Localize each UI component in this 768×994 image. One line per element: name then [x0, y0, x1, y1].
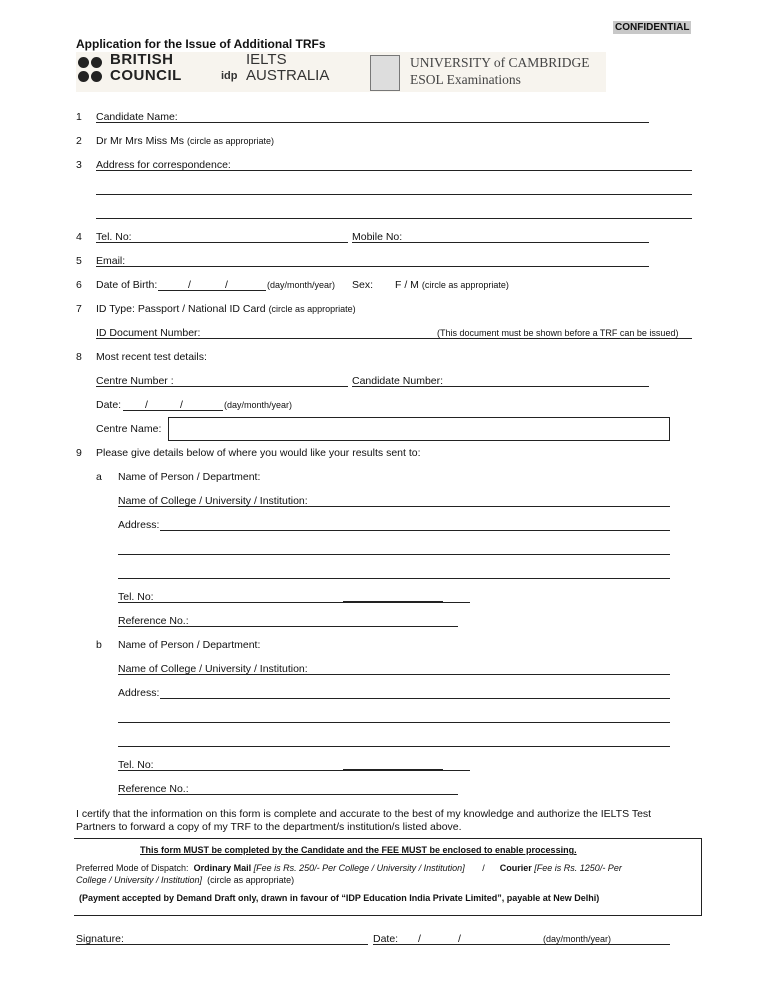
date-separator: /	[188, 279, 191, 291]
item-number: 5	[76, 255, 82, 267]
date-format-note: (day/month/year)	[224, 400, 293, 410]
cambridge-crest-icon	[370, 55, 400, 91]
british-council-logo-icon	[78, 55, 104, 85]
test-date-field[interactable]	[123, 410, 223, 411]
email-field[interactable]	[96, 266, 649, 267]
person-department-label: Name of Person / Department:	[118, 471, 261, 483]
recipient-address-field[interactable]	[118, 578, 670, 579]
recipient-address-field[interactable]	[160, 698, 670, 699]
item-number: 2	[76, 135, 82, 147]
signature-label: Signature:	[76, 933, 124, 945]
email-label: Email:	[96, 255, 126, 267]
institution-label: Name of College / University / Institution:	[118, 495, 308, 507]
reference-label: Reference No.:	[118, 783, 189, 795]
test-details-label: Most recent test details:	[96, 351, 207, 363]
item-number: 1	[76, 111, 82, 123]
item-number: 7	[76, 303, 82, 315]
recipient-letter: b	[96, 639, 102, 651]
title-options[interactable]: Dr Mr Mrs Miss Ms (circle as appropriate)	[96, 135, 275, 147]
mobile-field[interactable]	[352, 242, 649, 243]
institution-label: Name of College / University / Institution:	[118, 663, 308, 675]
payment-note: (Payment accepted by Demand Draft only, drawn in favour of “IDP Education India Private Limited”, payable at New Delhi)	[79, 893, 600, 903]
page-title: Application for the Issue of Additional TRFs	[76, 37, 326, 51]
id-number-field[interactable]	[96, 338, 692, 339]
idp-logo: idp	[221, 70, 238, 82]
institution-field[interactable]	[118, 506, 670, 507]
recipient-tel-field-extra	[343, 769, 443, 770]
recipient-address-field[interactable]	[118, 722, 670, 723]
centre-name-label: Centre Name:	[96, 423, 162, 435]
dispatch-options[interactable]: Preferred Mode of Dispatch: Ordinary Mail [Fee is Rs. 250/- Per College / University / Institution] / Courier [Fee is Rs. 1250/- Per	[76, 863, 622, 873]
address-label: Address for correspondence:	[96, 159, 231, 171]
recipient-tel-field[interactable]	[118, 602, 470, 603]
date-separator: /	[145, 399, 148, 411]
centre-name-field[interactable]	[168, 417, 670, 441]
candidate-number-label: Candidate Number:	[352, 375, 444, 387]
item-number: 9	[76, 447, 82, 459]
british-council-logo-text: BRITISH COUNCIL	[110, 51, 182, 84]
test-date-label: Date:	[96, 399, 122, 411]
recipient-address-field[interactable]	[118, 554, 670, 555]
certification-text-line: Partners to forward a copy of my TRF to the department/s institution/s listed above.	[76, 821, 462, 833]
sex-options[interactable]: F / M (circle as appropriate)	[395, 279, 509, 291]
item-number: 6	[76, 279, 82, 291]
recipient-address-label: Address:	[118, 519, 160, 531]
confidential-label: CONFIDENTIAL	[615, 22, 690, 33]
centre-number-label: Centre Number :	[96, 375, 174, 387]
signature-field[interactable]	[76, 944, 368, 945]
reference-field[interactable]	[118, 794, 458, 795]
results-destination-label: Please give details below of where you would like your results sent to:	[96, 447, 421, 459]
recipient-address-label: Address:	[118, 687, 160, 699]
certification-text-line: I certify that the information on this form is complete and accurate to the best of my knowledge and authorize the IELTS Test	[76, 808, 652, 820]
id-type-options[interactable]: ID Type: Passport / National ID Card (circle as appropriate)	[96, 303, 356, 315]
date-format-note: (day/month/year)	[543, 934, 612, 944]
fee-box-heading: This form MUST be completed by the Candidate and the FEE MUST be enclosed to enable processing.	[140, 845, 577, 855]
recipient-tel-label: Tel. No:	[118, 759, 154, 771]
recipient-tel-field-extra	[343, 601, 443, 602]
person-department-label: Name of Person / Department:	[118, 639, 261, 651]
date-separator: /	[180, 399, 183, 411]
recipient-tel-label: Tel. No:	[118, 591, 154, 603]
date-separator: /	[458, 933, 461, 945]
partner-logos	[76, 52, 606, 92]
cambridge-logo-text: UNIVERSITY of CAMBRIDGE ESOL Examinations	[410, 55, 590, 87]
address-field[interactable]	[96, 194, 692, 195]
address-field[interactable]	[96, 218, 692, 219]
reference-field[interactable]	[118, 626, 458, 627]
item-number: 4	[76, 231, 82, 243]
date-separator: /	[225, 279, 228, 291]
ielts-australia-logo-text: IELTS AUSTRALIA	[246, 51, 330, 84]
tel-label: Tel. No:	[96, 231, 132, 243]
recipient-letter: a	[96, 471, 102, 483]
candidate-name-field[interactable]	[96, 122, 649, 123]
date-format-note: (day/month/year)	[267, 280, 336, 290]
signature-date-label: Date:	[373, 933, 399, 945]
item-number: 8	[76, 351, 82, 363]
item-number: 3	[76, 159, 82, 171]
dispatch-options-cont: College / University / Institution] (circle as appropriate)	[76, 875, 295, 885]
candidate-number-field[interactable]	[352, 386, 649, 387]
sex-label: Sex:	[352, 279, 374, 291]
dob-label: Date of Birth:	[96, 279, 158, 291]
id-document-note: (This document must be shown before a TRF can be issued)	[437, 328, 679, 338]
recipient-tel-field[interactable]	[118, 770, 470, 771]
mobile-label: Mobile No:	[352, 231, 403, 243]
date-separator: /	[418, 933, 421, 945]
candidate-name-label: Candidate Name:	[96, 111, 178, 123]
dob-field[interactable]	[158, 290, 266, 291]
address-field[interactable]	[96, 170, 692, 171]
tel-field[interactable]	[96, 242, 348, 243]
recipient-address-field[interactable]	[118, 746, 670, 747]
recipient-address-field[interactable]	[160, 530, 670, 531]
institution-field[interactable]	[118, 674, 670, 675]
centre-number-field[interactable]	[96, 386, 348, 387]
id-number-label: ID Document Number:	[96, 327, 201, 339]
reference-label: Reference No.:	[118, 615, 189, 627]
